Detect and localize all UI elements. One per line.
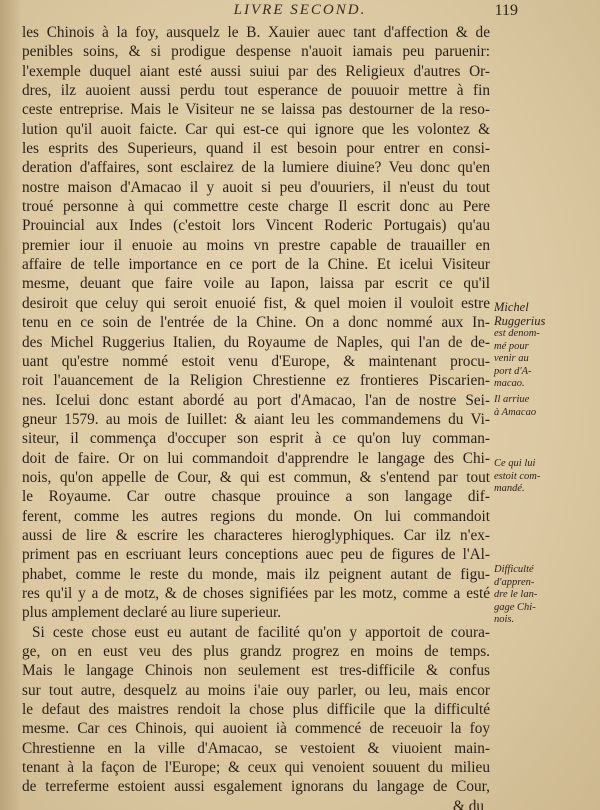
margin-note-line: à Amacao [494,406,537,418]
text-line: mesme. Car ces Chinois, qui auoient ià commencé de receuoir la foy [22,720,490,738]
text-line: des Michel Ruggerius Italien, du Royaume de Naples, qui l'an de de- [22,333,490,351]
text-line: aussi de lire & escrire les characteres hieroglyphiques. Car ilz n'ex- [22,526,490,544]
text-line: lution qu'il auoit faicte. Car qui est-ce qui ignore que les volontez & [22,120,490,138]
text-line: mesme, deuant que faire voile au Iapon, laissa par escrit ce qu'il [22,275,490,293]
text-line: le Royaume. Car outre chasque prouince a son langage dif- [22,488,490,506]
running-title: LIVRE SECOND. [233,2,367,18]
text-line: plus amplement declaré au liure superieur. [22,604,282,622]
margin-note-line: gage Chi- [494,601,536,613]
margin-note-line: dre le lan- [494,589,538,600]
text-line: uant qu'estre nommé estoit venu d'Europe, & maintenant procu- [22,352,490,370]
text-line: dres, ilz auoient aussi perdu tout esperance de pouuoir mettre à fin [22,82,490,100]
text-line: l'exemple duquel aiant esté aussi suiui par des Religieux d'autres Or- [22,62,490,80]
text-line: les Chinois à la foy, ausquelz le B. Xauier auec tant d'affection & de [22,24,490,41]
margin-note-line: d'appren- [494,576,535,588]
text-line: nostre maison d'Amacao il y auoit si peu d'ouuriers, il n'eust du tout [22,178,490,196]
text-line: nois, qu'on appelle de Cour, & qui est commun, & s'entend par tout [22,468,490,486]
text-line: Si ceste chose eust eu autant de facilité qu'on y apportoit de coura- [32,623,490,641]
text-line: & du [452,797,484,810]
margin-note-line: macao. [494,378,525,389]
margin-note-ruggerius [494,300,586,391]
margin-note-line: Michel [494,300,529,314]
page-number: 119 [494,2,518,19]
text-line: premier iour il enuoie au moins vn prestre capable de trauailler en [22,236,490,254]
margin-note-line: Ruggerius [494,314,546,328]
text-line: penibles soins, & si prodigue despense n'auoit iamais peu paruenir: [22,43,490,61]
margin-note-line: mé pour [494,340,529,352]
text-line: priment pas en escriuant leurs conceptions auec peu de figures de l'Al- [22,546,490,564]
margin-note-line: Il arriue [494,394,530,405]
text-line: tenu en ce soin de l'entrée de la Chine. On a donc nommé aux In- [22,314,490,332]
text-line: ceste entreprise. Mais le Visiteur ne se laissa pas destourner de la reso- [22,101,490,119]
page-header [0,2,600,24]
text-line: desiroit que celuy qui seroit enuoié fist, & quel moien il vouloit estre [22,294,490,312]
text-line: ge, on en eust veu des plus grandz progrez en moins de temps. [22,643,490,660]
margin-note-difficulty [494,564,586,627]
text-line: siteur, il commença d'occuper son esprit à ce qu'on luy comman- [22,430,490,448]
text-line: les esprits des Superieurs, quand il est besoin pour entrer en consi- [22,140,490,158]
text-line: le defaut des maistres rendoit la chose plus difficile que la difficulté [22,701,490,719]
margin-note-line: venir au [494,353,529,364]
margin-note-line: nois. [494,614,515,625]
margin-note-line: est denom- [494,328,540,339]
text-line: de terreferme estoient aussi esgalement ignorans du langage de Cour, [22,778,490,796]
margin-note-line: port d'A- [494,365,532,377]
text-line: affaire de telle importance en ce port de la Chine. Et icelui Visiteur [22,256,490,274]
margin-note-line: Ce qui lui [494,458,536,469]
margin-note-arrival [494,394,586,419]
margin-note-line: mandé. [494,483,525,494]
body-text [22,23,490,810]
margin-note-line: estoit com- [494,470,541,482]
text-line: nes. Icelui donc estant abordé au port d'Amacao, l'an de nostre Sei- [22,391,490,409]
text-line: ferent, comme les autres regions du monde. On lui commandoit [22,507,490,525]
text-line: res qu'il y a de motz, & de choses signifiées par les motz, comme a esté [22,584,490,602]
margin-note-commands [494,458,586,496]
text-line: tenant à la façon de l'Europe; & ceux qui venoient souuent du milieu [22,759,490,777]
text-line: roit l'auancement de la Religion Chrestienne ez frontieres Piscarien- [22,372,490,390]
text-line: phabet, comme le reste du monde, mais ilz peignent autant de figu- [22,565,490,583]
text-line: deration d'affaires, sont esclairez de la lumiere diuine? Veu donc qu'en [22,159,490,177]
text-line: troué personne à qui commettre ceste charge Il escrit donc au Pere [22,198,490,216]
text-line: Prouincial aux Indes (c'estoit lors Vincent Roderic Portugais) qu'au [22,217,490,235]
text-line: Mais le langage Chinois non seulement est tres-difficile & confus [22,662,490,680]
text-line: gneur 1579. au mois de Iuillet: & aiant leu les commandemens du Vi- [22,410,490,428]
text-line: doit de faire. Or on lui commandoit d'apprendre le langage des Chi- [22,449,490,467]
margin-note-line: Difficulté [494,564,534,575]
text-line: Chrestienne en la ville d'Amacao, se vestoient & viuoient main- [22,739,490,757]
text-line: sur tout autre, desquelz au moins i'aie ouy parler, ou leu, mais encor [22,681,490,699]
